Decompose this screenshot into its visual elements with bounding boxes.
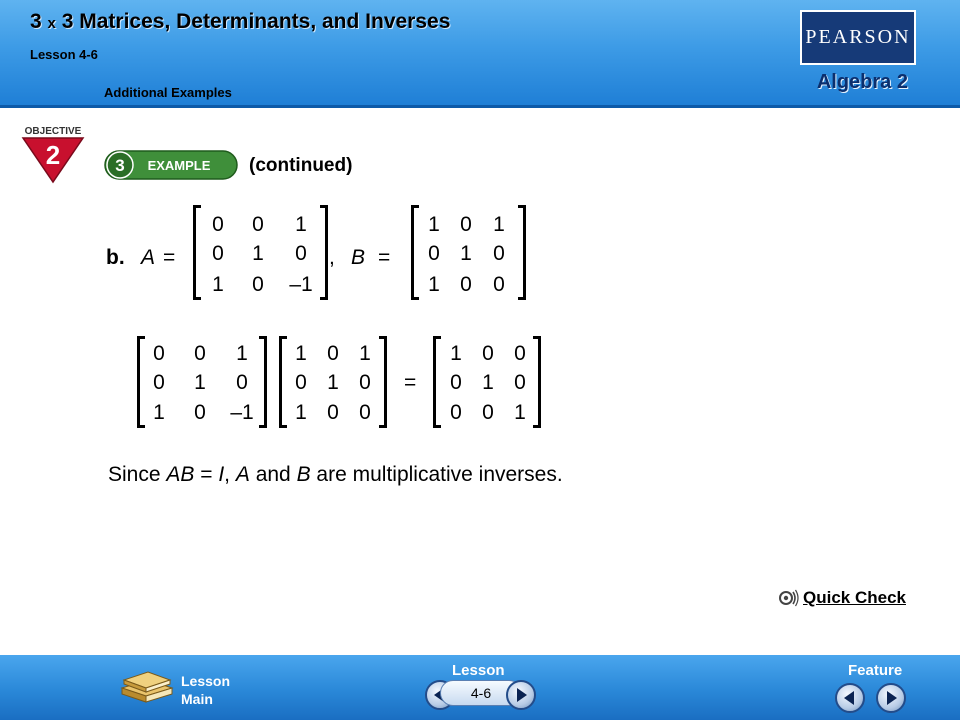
matrix-a [193,205,328,300]
matrix-cell: 1 [295,342,307,365]
matrix-cell: 1 [359,342,371,365]
matrix-cell: 0 [212,242,224,265]
conclusion-text: Since AB = I, A and B are multiplicative inverses. [108,463,563,486]
part-b-label: b. [106,246,125,269]
right-bracket [320,205,328,300]
matrix-cell: 1 [428,213,440,236]
example-number: 3 [115,156,125,175]
matrix-cell: 1 [428,273,440,296]
chevron-left-icon [844,691,854,705]
feature-next-button[interactable] [876,683,906,713]
matrix-cell: 1 [482,371,494,394]
matrix-cell: 0 [212,213,224,236]
matrix-cell: 0 [482,342,494,365]
matrix-cell: 1 [514,401,526,424]
right-bracket [379,336,387,428]
product-equals: = [404,371,417,394]
matrix-cell: 1 [450,342,462,365]
matrix-cell: 0 [194,342,206,365]
quick-check-label[interactable]: Quick Check [803,588,906,607]
matrix-cell: 0 [327,342,339,365]
lesson-title: 3 x 3 Matrices, Determinants, and Inverses [30,10,451,33]
matrix-cell: 0 [428,242,440,265]
matrix-cell: 0 [295,242,307,265]
var-b: B [351,246,366,269]
footer-feature-label: Feature [848,662,903,679]
matrix-cell: 0 [514,371,526,394]
example-label: EXAMPLE [147,158,211,173]
objective-number: 2 [45,140,61,170]
chevron-right-icon [887,691,897,705]
matrix-cell: 0 [359,371,371,394]
speaker-icon [777,587,799,609]
matrix-cell: 0 [153,371,165,394]
example-badge [104,149,238,181]
continued-label: (continued) [249,155,353,176]
matrix-b [411,205,526,300]
objective-badge [17,122,89,184]
product-matrix-b [279,336,387,428]
objective-label: OBJECTIVE [24,126,82,137]
equals-a: = [163,246,176,269]
matrix-cell: 0 [236,371,248,394]
matrix-cell: 1 [212,273,224,296]
matrix-cell: 1 [295,213,307,236]
product-matrix-a [137,336,267,428]
right-bracket [518,205,526,300]
matrix-cell: 0 [327,401,339,424]
matrix-cell: 0 [482,401,494,424]
pearson-logo: PEARSON [800,10,916,65]
feature-prev-button[interactable] [835,683,865,713]
matrix-cell: 1 [153,401,165,424]
footer-lesson-label: Lesson [452,662,505,679]
matrix-cell: 0 [493,242,505,265]
matrix-cell: 0 [153,342,165,365]
matrix-cell: 0 [194,401,206,424]
identity-matrix [433,336,541,428]
chevron-right-icon [517,688,527,702]
matrix-cell: 0 [359,401,371,424]
equals-b: = [378,246,391,269]
left-bracket [193,205,201,300]
matrix-cell: 0 [252,273,264,296]
books-icon[interactable] [118,666,174,710]
lesson-number: Lesson 4-6 [30,47,98,62]
left-bracket [411,205,419,300]
matrix-cell: 1 [460,242,472,265]
matrix-cell: 0 [460,273,472,296]
matrix-cell: 0 [450,371,462,394]
matrix-cell: 0 [493,273,505,296]
lesson-number-pill: 4-6 [440,680,522,706]
course-name: Algebra 2 [816,71,908,93]
section-subtitle: Additional Examples [104,85,232,100]
lesson-next-button[interactable] [506,680,536,710]
quick-check-link[interactable] [777,587,906,609]
matrix-cell: 1 [252,242,264,265]
matrix-cell: 1 [327,371,339,394]
lesson-main-link[interactable]: Lesson Main [181,673,231,707]
matrix-cell: –1 [289,273,313,296]
comma: , [329,246,335,269]
matrix-cell: 1 [236,342,248,365]
matrix-cell: 0 [450,401,462,424]
matrix-cell: 0 [295,371,307,394]
matrix-cell: –1 [230,401,254,424]
matrix-cell: 0 [252,213,264,236]
matrix-cell: 1 [295,401,307,424]
var-a: A [141,246,156,269]
left-bracket [433,336,441,428]
matrix-cell: 1 [194,371,206,394]
matrix-cell: 0 [514,342,526,365]
right-bracket [259,336,267,428]
matrix-cell: 1 [493,213,505,236]
matrix-cell: 0 [460,213,472,236]
